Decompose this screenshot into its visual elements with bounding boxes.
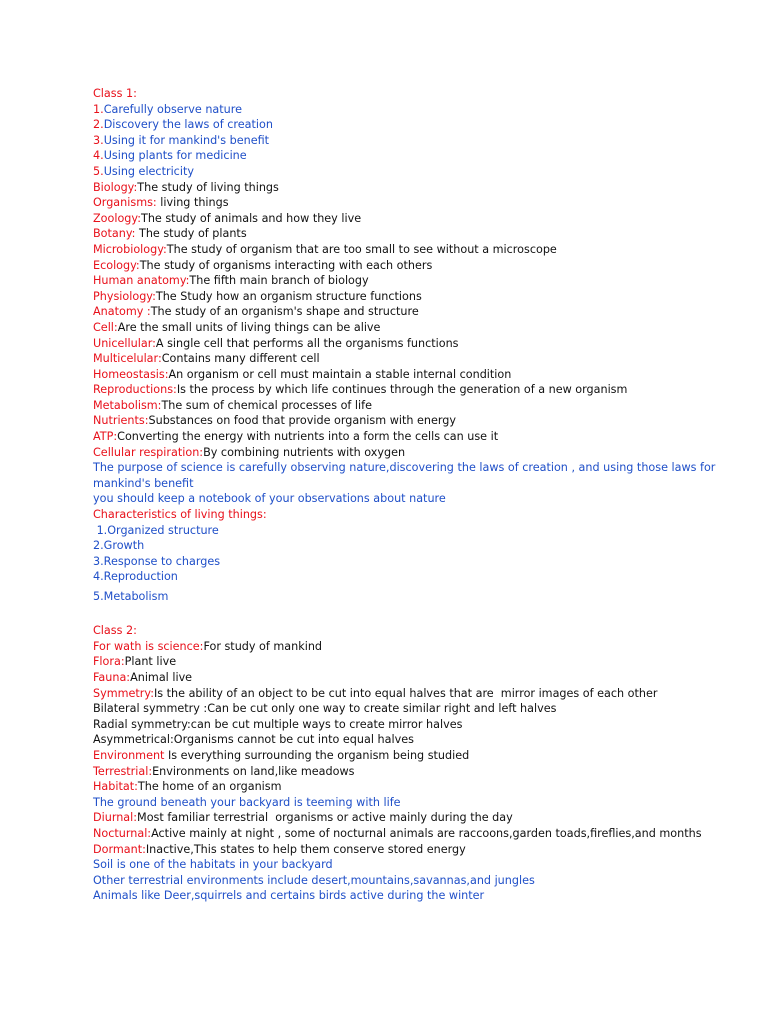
definition: living things (156, 196, 229, 210)
definition-line (93, 242, 733, 258)
definition-line (93, 180, 733, 196)
definition-line (93, 670, 733, 686)
item-text: Using plants for medicine (103, 149, 247, 163)
definition-line (93, 258, 733, 274)
characteristic-item: 4.Reproduction (93, 570, 178, 584)
characteristic-item: 5.Metabolism (93, 589, 169, 603)
closing-notes (93, 857, 733, 904)
definition: The study of organisms interacting with each others (139, 258, 433, 272)
numbered-item (93, 117, 733, 133)
definition-line (93, 211, 733, 227)
definition-line (93, 748, 733, 764)
definition-line (93, 398, 733, 414)
definition: The study of living things (137, 180, 279, 194)
definition: Contains many different cell (161, 352, 320, 366)
term: Multicelular: (93, 352, 162, 366)
definition: Inactive,This states to help them conserve stored energy (145, 842, 466, 856)
class-1-numbered-list (93, 102, 733, 180)
term: Symmetry: (93, 686, 154, 700)
item-number: 3. (93, 133, 104, 147)
definition: Active mainly at night , some of nocturnal animals are raccoons,garden toads,fireflies,and months (151, 826, 702, 840)
definition: The study of an organism's shape and structure (150, 305, 419, 319)
term: Biology: (93, 180, 138, 194)
numbered-item (93, 148, 733, 164)
numbered-item (93, 133, 733, 149)
term: Unicellular: (93, 336, 156, 350)
symmetry-line: Radial symmetry:can be cut multiple ways to create mirror halves (93, 717, 463, 731)
class-2-definitions-c (93, 810, 733, 857)
document-page (93, 86, 733, 904)
definition: The study of animals and how they live (140, 211, 362, 225)
definition-line (93, 686, 733, 702)
definition-line (93, 273, 733, 289)
definition: Environments on land,like meadows (152, 764, 355, 778)
backyard-note: The ground beneath your backyard is teeming with life (93, 795, 401, 809)
item-number: 4. (93, 149, 104, 163)
class-2-definitions-b (93, 748, 733, 795)
definition: The study of plants (135, 227, 247, 241)
definition: Most familiar terrestrial organisms or active mainly during the day (137, 811, 513, 825)
definition: A single cell that performs all the organisms functions (155, 336, 459, 350)
term: Homeostasis: (93, 367, 169, 381)
class-2-definitions-a (93, 639, 733, 701)
term: Dormant: (93, 842, 146, 856)
definition-line (93, 289, 733, 305)
characteristic-item: 3.Response to charges (93, 554, 221, 568)
definition-line (93, 226, 733, 242)
term: Human anatomy: (93, 274, 190, 288)
definition-line (93, 304, 733, 320)
definition: The home of an organism (137, 780, 282, 794)
term: Flora: (93, 655, 125, 669)
term: ATP: (93, 430, 118, 444)
definition-line (93, 336, 733, 352)
definition-line (93, 445, 733, 461)
term: Nocturnal: (93, 826, 152, 840)
definition-line (93, 654, 733, 670)
definition: By combining nutrients with oxygen (203, 445, 406, 459)
numbered-item (93, 102, 733, 118)
term: Botany: (93, 227, 136, 241)
item-number: 1. (93, 102, 104, 116)
class-1-definitions (93, 180, 733, 461)
item-number: 5. (93, 164, 104, 178)
definition: Substances on food that provide organism with energy (148, 414, 456, 428)
definition-line (93, 195, 733, 211)
term: Reproductions: (93, 383, 177, 397)
term: Fauna: (93, 670, 131, 684)
definition-line (93, 764, 733, 780)
item-text: Using electricity (103, 164, 194, 178)
class-2-heading: Class 2: (93, 624, 137, 638)
term: Organisms: (93, 196, 157, 210)
term: Nutrients: (93, 414, 149, 428)
definition-line (93, 320, 733, 336)
term: Terrestrial: (93, 764, 153, 778)
definition: Is the ability of an object to be cut into equal halves that are mirror images of each other (153, 686, 658, 700)
definition: The fifth main branch of biology (189, 274, 369, 288)
term: Physiology: (93, 289, 156, 303)
item-text: Using it for mankind's benefit (103, 133, 270, 147)
definition: An organism or cell must maintain a stable internal condition (168, 367, 512, 381)
definition: Is everything surrounding the organism being studied (164, 748, 470, 762)
definition: Are the small units of living things can be alive (117, 320, 381, 334)
term: Microbiology: (93, 242, 167, 256)
notebook-note: you should keep a notebook of your observations about nature (93, 492, 446, 506)
definition: The sum of chemical processes of life (161, 398, 372, 412)
definition-line (93, 810, 733, 826)
definition-line (93, 413, 733, 429)
definition: Plant live (124, 655, 177, 669)
definition: Converting the energy with nutrients into a form the cells can use it (117, 430, 499, 444)
definition-line (93, 826, 733, 842)
definition-line (93, 779, 733, 795)
definition: Animal live (130, 670, 193, 684)
definition: The Study how an organism structure functions (155, 289, 422, 303)
symmetry-line: Asymmetrical:Organisms cannot be cut into equal halves (93, 733, 414, 747)
term: Anatomy : (93, 305, 151, 319)
term: Cell: (93, 320, 118, 334)
closing-note: Animals like Deer,squirrels and certains birds active during the winter (93, 889, 485, 903)
symmetry-line: Bilateral symmetry :Can be cut only one way to create similar right and left halves (93, 702, 557, 716)
closing-note: Other terrestrial environments include desert,mountains,savannas,and jungles (93, 873, 535, 887)
term: For wath is science: (93, 639, 204, 653)
definition-line (93, 429, 733, 445)
item-number: 2. (93, 118, 104, 132)
definition-line (93, 367, 733, 383)
item-text: Discovery the laws of creation (103, 118, 273, 132)
purpose-of-science-note: The purpose of science is carefully observing nature,discovering the laws of creation , and using those laws for mankind's benefit (93, 461, 716, 490)
term: Environment (93, 748, 165, 762)
characteristics-heading: Characteristics of living things: (93, 508, 267, 522)
term: Zoology: (93, 211, 141, 225)
numbered-item (93, 164, 733, 180)
characteristic-item: 2.Growth (93, 539, 145, 553)
closing-note: Soil is one of the habitats in your backyard (93, 858, 333, 872)
characteristic-item: 1.Organized structure (93, 523, 219, 537)
definition-line (93, 382, 733, 398)
definition: The study of organism that are too small to see without a microscope (166, 242, 557, 256)
class-1-heading: Class 1: (93, 87, 137, 100)
definition-line (93, 639, 733, 655)
definition-line (93, 351, 733, 367)
term: Ecology: (93, 258, 140, 272)
term: Habitat: (93, 780, 138, 794)
definition-line (93, 842, 733, 858)
section-gap (93, 604, 733, 623)
term: Metabolism: (93, 398, 162, 412)
definition: Is the process by which life continues through the generation of a new organism (176, 383, 628, 397)
symmetry-types (93, 701, 733, 748)
definition: For study of mankind (203, 639, 323, 653)
term: Cellular respiration: (93, 445, 204, 459)
item-text: Carefully observe nature (103, 102, 242, 116)
term: Diurnal: (93, 811, 138, 825)
characteristics-list (93, 523, 733, 605)
